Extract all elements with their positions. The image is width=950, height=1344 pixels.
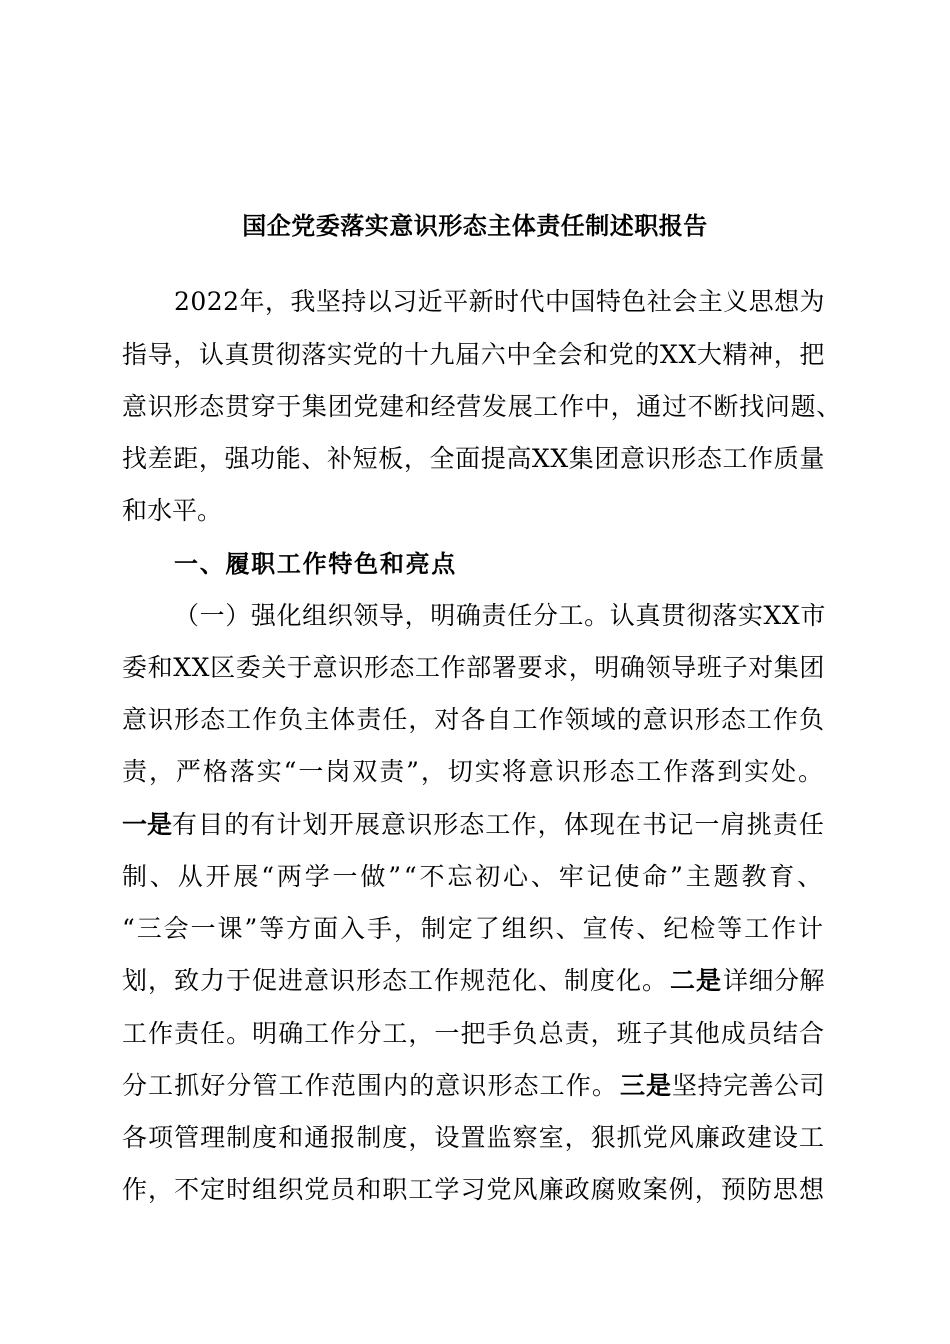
intro-line-1 bbox=[0, 276, 950, 328]
paragraph-text: 制、从开展“两学一做”“不忘初心、牢记使命”主题教育、 bbox=[122, 862, 825, 891]
paragraph-text: （一）强化组织领导，明确责任分工。认真贯彻落实XX市 bbox=[174, 601, 826, 630]
paragraph-text: 各项管理制度和通报制度，设置监察室，狠抓党风廉政建设工 bbox=[122, 1123, 825, 1152]
sub1-line-3 bbox=[0, 694, 950, 746]
intro-text: 找差距，强功能、补短板，全面提高XX集团意识形态工作质量 bbox=[122, 444, 825, 473]
body-line-10 bbox=[0, 851, 950, 903]
intro-line-3 bbox=[0, 381, 950, 433]
paragraph-text: 划，致力于促进意识形态工作规范化、制度化。 bbox=[122, 966, 668, 995]
paragraph-text: 责，严格落实“一岗双责”，切实将意识形态工作落到实处。 bbox=[122, 757, 825, 786]
sub1-line-2 bbox=[0, 642, 950, 694]
body-line-16 bbox=[0, 1164, 950, 1216]
bold-marker-three: 三是 bbox=[620, 1071, 672, 1100]
document-title: 国企党委落实意识形态主体责任制述职报告 bbox=[242, 211, 708, 240]
intro-text: 和水平。 bbox=[122, 496, 223, 525]
bold-marker-two: 二是 bbox=[670, 966, 722, 995]
body-line-12 bbox=[0, 955, 950, 1007]
intro-line-4 bbox=[0, 433, 950, 485]
intro-line-5 bbox=[0, 485, 950, 537]
paragraph-text: 工作责任。明确工作分工，一把手负总责，班子其他成员结合 bbox=[122, 1019, 825, 1048]
sub1-line-1 bbox=[0, 590, 950, 642]
body-line-11 bbox=[0, 903, 950, 955]
section-heading-text: 一、履职工作特色和亮点 bbox=[174, 550, 457, 578]
paragraph-text: 委和XX区委关于意识形态工作部署要求，明确领导班子对集团 bbox=[122, 653, 825, 682]
paragraph-text: “三会一课”等方面入手，制定了组织、宣传、纪检等工作计 bbox=[122, 914, 825, 943]
bold-marker-one: 一是 bbox=[122, 810, 172, 839]
paragraph-text: 坚持完善公司 bbox=[672, 1071, 825, 1100]
body-line-9 bbox=[0, 799, 950, 851]
body-line-14 bbox=[0, 1060, 950, 1112]
body-line-13 bbox=[0, 1008, 950, 1060]
paragraph-text: 作，不定时组织党员和职工学习党风廉政腐败案例，预防思想 bbox=[122, 1175, 825, 1204]
paragraph-text: 有目的有计划开展意识形态工作，体现在书记一肩挑责任 bbox=[172, 810, 825, 839]
intro-text: 2022年，我坚持以习近平新时代中国特色社会主义思想为 bbox=[174, 287, 825, 316]
intro-text: 指导，认真贯彻落实党的十九届六中全会和党的XX大精神，把 bbox=[122, 340, 825, 369]
intro-text: 意识形态贯穿于集团党建和经营发展工作中，通过不断找问题、 bbox=[122, 392, 842, 421]
paragraph-text: 意识形态工作负主体责任，对各自工作领域的意识形态工作负 bbox=[122, 705, 825, 734]
paragraph-text: 详细分解 bbox=[723, 966, 825, 995]
paragraph-text: 分工抓好分管工作范围内的意识形态工作。 bbox=[122, 1071, 618, 1100]
section-heading bbox=[0, 538, 950, 590]
sub1-line-4 bbox=[0, 746, 950, 798]
intro-line-2 bbox=[0, 329, 950, 381]
body-line-15 bbox=[0, 1112, 950, 1164]
